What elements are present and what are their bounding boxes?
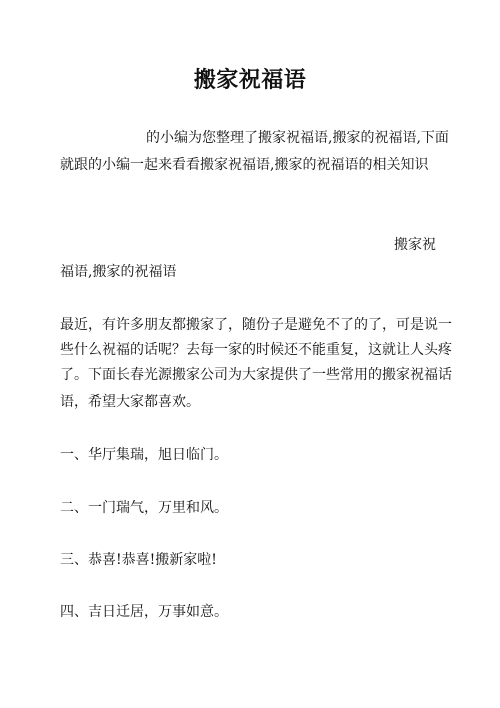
subheading-line-1: 搬家祝 [394, 237, 436, 253]
paragraph-line-2: 些什么祝福的话呢？去每一家的时候还不能重复，这就让人头疼 [60, 342, 452, 358]
page-title: 搬家祝福语 [193, 67, 307, 93]
paragraph-line-4: 语，希望大家都喜欢。 [60, 394, 200, 410]
intro-line-1: 的小编为您整理了搬家祝福语,搬家的祝福语,下面 [146, 130, 449, 146]
list-item: 四、吉日迁居，万事如意。 [60, 604, 228, 620]
paragraph-line-3: 了。下面长春光源搬家公司为大家提供了一些常用的搬家祝福话 [60, 367, 452, 383]
list-item: 二、一门瑞气，万里和风。 [60, 500, 228, 516]
intro-line-2: 就跟的小编一起来看看搬家祝福语,搬家的祝福语的相关知识 [60, 157, 429, 173]
paragraph-line-1: 最近，有许多朋友都搬家了，随份子是避免不了的了，可是说一 [60, 317, 452, 333]
subheading-line-2: 福语,搬家的祝福语 [60, 264, 177, 280]
list-item: 三、恭喜!恭喜!搬新家啦! [60, 552, 217, 568]
list-item: 一、华厅集瑞，旭日临门。 [60, 447, 228, 463]
